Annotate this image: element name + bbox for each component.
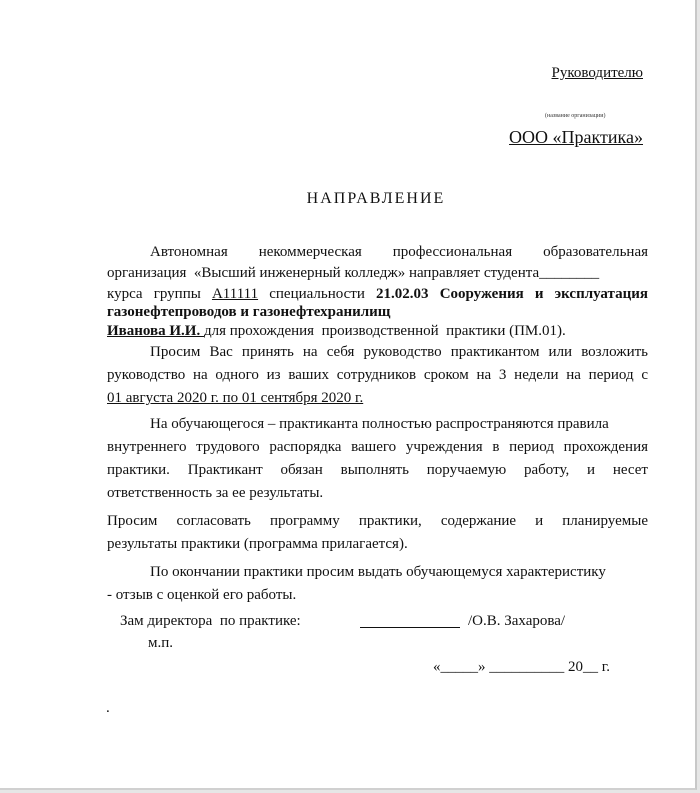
body-line: Просим согласовать программу практики, содержание и планируемые [107,513,648,529]
document-title: НАПРАВЛЕНИЕ [306,190,446,207]
text: курса группы [107,286,212,302]
specialty-cont: газонефтепроводов и газонефтехранилищ [107,304,391,320]
body-line: Просим Вас принять на себя руководство практикантом или возложить [150,344,648,360]
signer-name: /О.В. Захарова/ [468,613,566,629]
signer-position: Зам директора по практике: [120,613,301,629]
stamp-placeholder: м.п. [148,635,174,651]
body-line: практики. Практикант обязан выполнять поручаемую работу, и несет [107,462,648,478]
org-name: ООО «Практика» [509,127,643,147]
body-line [107,264,599,282]
body-line: ответственность за ее результаты. [107,485,324,501]
student-name: Иванова И.И. [107,323,204,339]
body-line: Автономная некоммерческая профессиональная образовательная [150,244,648,260]
blank-field: ________ [539,265,600,281]
body-line: - отзыв с оценкой его работы. [107,587,297,603]
group-code: А11111 [211,286,259,302]
body-line: результаты практики (программа прилагается). [107,536,408,552]
specialty: 21.02.03 Сооружения и эксплуатация [376,286,648,302]
body-line: На обучающегося – практиканта полностью распространяются правила [150,416,609,432]
signature-line [360,627,460,628]
addressee: Руководителю [551,65,643,81]
body-line: По окончании практики просим выдать обучающемуся характеристику [150,564,606,580]
body-line: внутреннего трудового распорядка вашего учреждения в период прохождения [107,439,648,455]
period-dates: 01 августа 2020 г. по 01 сентября 2020 г. [107,390,364,406]
body-line [107,285,648,303]
date-field: «_____» __________ 20__ г. [433,659,610,675]
text: для прохождения производственной практики (ПМ.01). [203,323,566,339]
text: специальности [269,286,377,302]
body-line: руководство на одного из ваших сотрудников сроком на 3 недели на период с [107,367,648,383]
trailing-dot: . [106,700,110,716]
body-line [107,322,566,340]
org-caption: (название организации) [545,113,606,119]
text: организация «Высший инженерный колледж» направляет студента [107,265,540,281]
